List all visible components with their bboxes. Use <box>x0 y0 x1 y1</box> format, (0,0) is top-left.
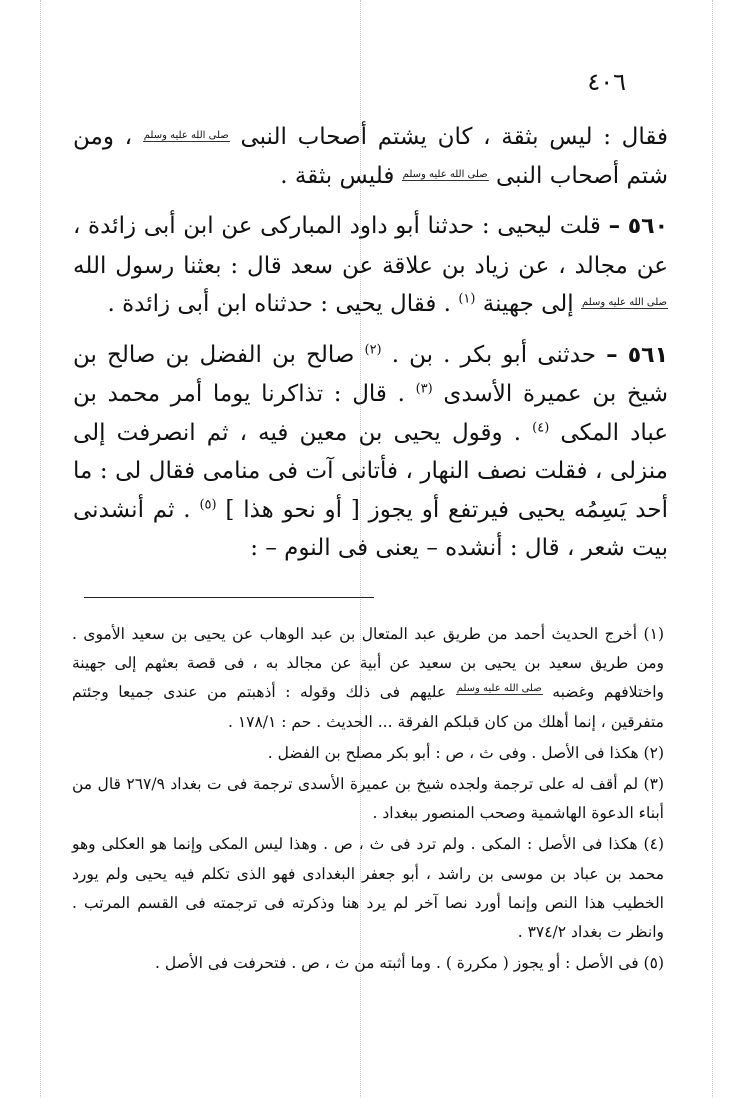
footnote-1: (١) أخرج الحديث أحمد من طريق عبد المتعال بن عبد الوهاب عن يحيى بن سعيد الأموى . ومن طريق سعيد بن يحيى بن سعيد عن أبية عن مجالد به ، فى قصة بعثهم إلى جهينة واختلافهم وغضبه صلى الله عليه وسلم عليهم فى ذلك وقوله : أذهبتم من عندى جميعا وجئتم متفرقين ، إنما أهلك من كان قبلكم الفرقة ... الحديث . حم : ١٧٨/١ . <box>72 625 664 731</box>
hadith-561: ٥٦١ – حدثنى أبو بكر . بن . $^{(٢)}$ صالح بن الفضل بن صالح بن شيخ بن عميرة الأسدى $^{(٣)}$ . قال : تذاكرنا يوما أمر محمد بن عباد المكى $^{(٤)}$ . وقول يحيى بن معين فيه ، ثم انصرفت إلى منزلى ، فقلت نصف النهار ، فأتانى آت فى منامى فقال لى : ما أحد يَسِمُه يحيى فيرتفع أو يجوز [ أو نحو هذا ] $^{(٥)}$ . ثم أنشدنى بيت شعر ، قال : أنشده – يعنى فى النوم – : <box>73 340 669 561</box>
footnote-label: (١) <box>643 625 664 643</box>
hadith-560: ٥٦٠ – قلت ليحيى : حدثنا أبو داود المباركى عن ابن أبى زائدة ، عن مجالد ، عن زياد بن علاقة عن سعد قال : بعثنا رسول الله صلى الله عليه وسلم إلى جهينة $^{(١)}$ . فقال يحيى : حدثناه ابن أبى زائدة . <box>73 212 669 317</box>
footnote-label: (٣) <box>643 775 664 794</box>
footnote-ref[interactable]: (٢) <box>364 341 382 357</box>
main-text <box>73 118 668 568</box>
footnote-2: (٢) هكذا فى الأصل . وفى ث ، ص : أبو بكر مصلح بن الفضل . <box>267 743 664 762</box>
footnote-4: (٤) هكذا فى الأصل : المكى . ولم ترد فى ث ، ص . وهذا ليس المكى وإنما هو العكلى وهو محمد بن عباد بن موسى بن راشد ، أبو جعفر البغدادى فهو الذى تكلم فيه يحيى ولم يورد الخطيب هذا النص وإنما أورد نصا آخر لم يرد هنا وذكرته فى ترجمته فى القسم المرتب . وانظر ت بغداد ٣٧٤/٢ . <box>72 835 664 942</box>
footnote-5: (٥) فى الأصل : أو يجوز ( مكررة ) . وما أثبته من ث ، ص . فتحرفت فى الأصل . <box>155 954 664 973</box>
footnote-ref[interactable]: (١) <box>458 291 476 307</box>
salawat-ligature: صلى الله عليه وسلم <box>456 683 542 695</box>
salawat-ligature: صلى الله عليه وسلم <box>402 168 488 180</box>
scan-guide-line <box>712 0 713 1098</box>
salawat-ligature: صلى الله عليه وسلم <box>582 297 667 308</box>
hadith-number: ٥٦٠ <box>627 214 669 239</box>
scan-guide-line <box>40 0 41 1098</box>
footnote-label: (٥) <box>643 954 664 973</box>
page-number: ٤٠٦ <box>587 68 626 96</box>
footnote-divider <box>84 597 374 598</box>
footnote-label: (٢) <box>643 743 664 762</box>
paragraph-continuation: فقال : ليس بثقة ، كان يشتم أصحاب النبى صلى الله عليه وسلم ، ومن شتم أصحاب النبى صلى الله عليه وسلم فليس بثقة . <box>73 124 668 189</box>
footnotes <box>72 620 664 978</box>
footnote-3: (٣) لم أقف له على ترجمة ولجده شيخ بن عميرة الأسدى ترجمة فى ت بغداد ٢٦٧/٩ قال من أبناء الدعوة الهاشمية وصحب المنصور ببغداد . <box>72 775 664 823</box>
salawat-ligature: صلى الله عليه وسلم <box>143 130 229 141</box>
footnote-ref[interactable]: (٥) <box>199 496 217 512</box>
footnote-ref[interactable]: (٤) <box>532 419 550 435</box>
footnote-label: (٤) <box>643 835 664 854</box>
footnote-ref[interactable]: (٣) <box>415 381 433 397</box>
hadith-number: ٥٦١ <box>627 342 669 368</box>
